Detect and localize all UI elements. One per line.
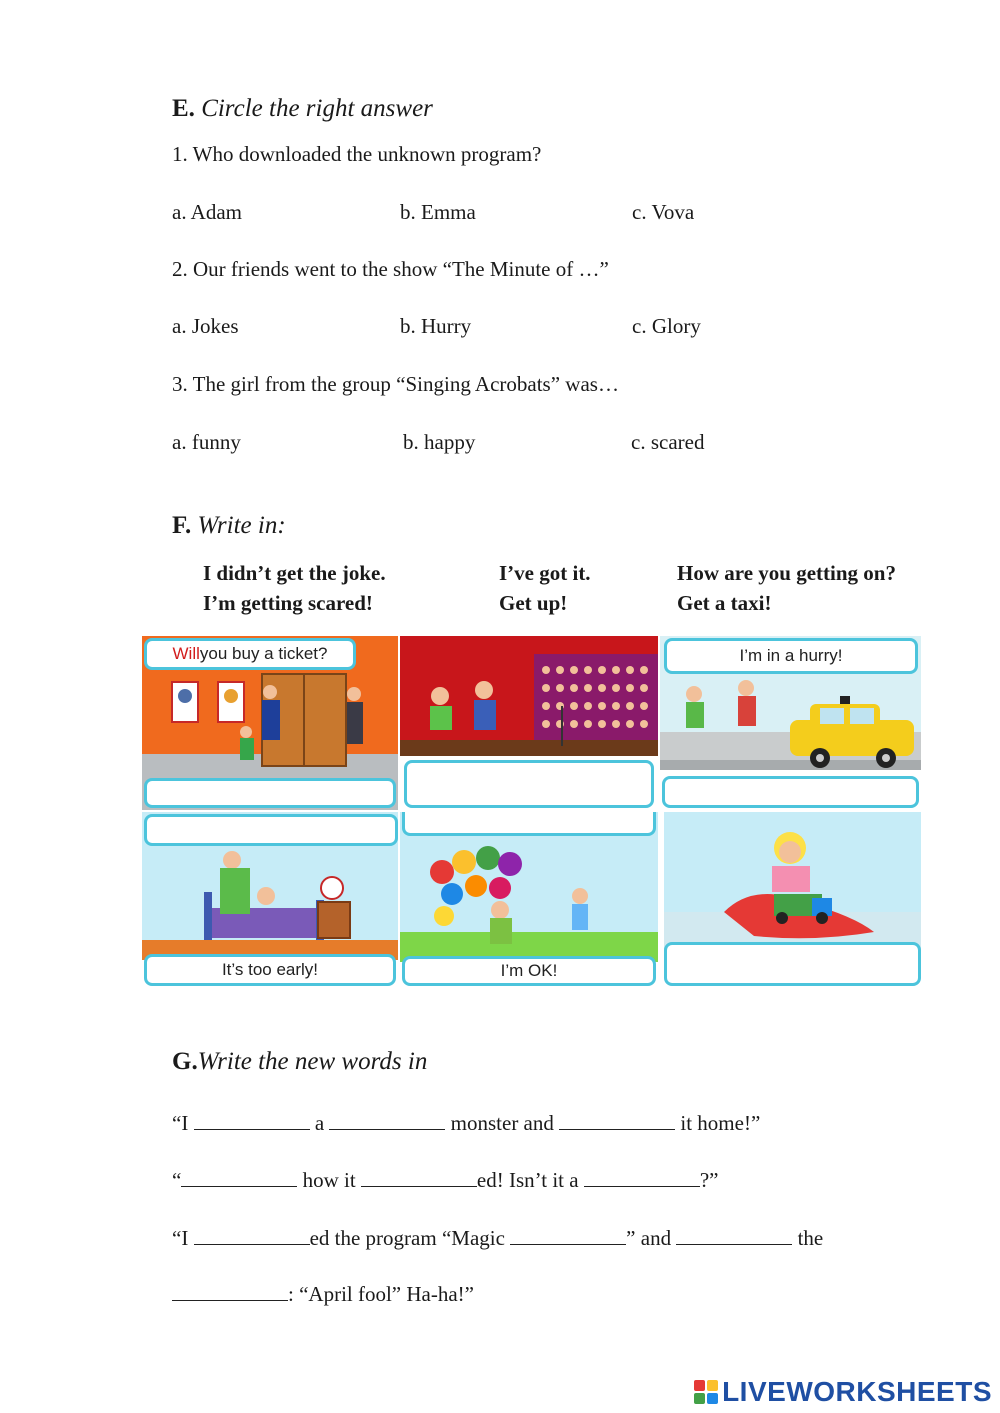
g1-part-a: “I [172, 1111, 194, 1135]
g1-part-c: monster and [445, 1111, 560, 1135]
g2-part-b: how it [297, 1168, 361, 1192]
g3-part-c: ” and [626, 1226, 677, 1250]
g3-part-b: ed the program “Magic [309, 1226, 511, 1250]
q3-option-a[interactable]: a. funny [172, 430, 241, 454]
section-g-title: Write the new words in [197, 1048, 428, 1075]
phrase-getting-scared: I’m getting scared! [203, 591, 373, 615]
q2-option-a[interactable]: a. Jokes [172, 314, 239, 338]
g3-part-a: “I [172, 1226, 194, 1250]
g2-blank-2[interactable] [361, 1168, 477, 1187]
q2-option-c[interactable]: c. Glory [632, 314, 701, 338]
phrase-didnt-get-joke: I didn’t get the joke. [203, 561, 386, 585]
g4-part-a: : “April fool” Ha-ha!” [288, 1282, 474, 1306]
bubble-im-ok: I’m OK! [402, 956, 656, 986]
liveworksheets-logo [694, 1376, 992, 1408]
g2-blank-1[interactable] [181, 1168, 297, 1187]
bubble-rest-text: you buy a ticket? [199, 644, 328, 663]
g2-part-c: ed! Isn’t it a [476, 1168, 584, 1192]
g2-part-a: “ [172, 1168, 182, 1192]
g2-blank-3[interactable] [584, 1168, 700, 1187]
section-g-heading [172, 1048, 427, 1076]
question-3: 3. The girl from the group “Singing Acrobats” was… [172, 372, 619, 396]
q1-option-a[interactable]: a. Adam [172, 200, 242, 224]
question-2: 2. Our friends went to the show “The Minute of …” [172, 257, 609, 281]
section-e-title: Circle the right answer [201, 95, 433, 122]
empty-bubble-top [402, 812, 656, 836]
answer-input-stage[interactable] [404, 760, 654, 808]
q3-option-b[interactable]: b. happy [403, 430, 476, 454]
q1-option-b[interactable]: b. Emma [400, 200, 476, 224]
g1-blank-2[interactable] [329, 1111, 445, 1130]
g2-part-d: ?” [699, 1168, 719, 1192]
g3-blank-3[interactable] [676, 1226, 792, 1245]
section-e-letter: E. [172, 95, 195, 122]
g1-blank-3[interactable] [559, 1111, 675, 1130]
section-g-letter: G. [172, 1048, 198, 1075]
g-sentence-3 [172, 1226, 823, 1251]
g1-part-b: a [309, 1111, 330, 1135]
bubble-will-you-buy-ticket [144, 638, 356, 670]
answer-input-bedroom[interactable] [144, 814, 398, 846]
answer-input-taxi[interactable] [662, 776, 919, 808]
phrase-get-up: Get up! [499, 591, 568, 615]
phrase-get-a-taxi: Get a taxi! [677, 591, 772, 615]
g3-part-d: the [792, 1226, 824, 1250]
comic-panel-toys [664, 812, 921, 988]
logo-blocks-icon [694, 1380, 718, 1404]
answer-input-ticket[interactable] [144, 778, 396, 808]
phrase-ive-got-it: I’ve got it. [499, 561, 591, 585]
bubble-red-word: Will [172, 644, 200, 663]
question-1: 1. Who downloaded the unknown program? [172, 142, 542, 166]
section-f-title: Write in: [197, 512, 286, 539]
g-sentence-2 [172, 1168, 719, 1193]
g3-blank-2[interactable] [510, 1226, 626, 1245]
comic-panel-taxi [660, 636, 921, 810]
section-e-heading [172, 95, 433, 123]
g-sentence-4 [172, 1282, 474, 1307]
g3-blank-1[interactable] [194, 1226, 310, 1245]
g1-part-d: it home!” [675, 1111, 761, 1135]
q2-option-b[interactable]: b. Hurry [400, 314, 472, 338]
section-f-heading [172, 512, 286, 540]
comic-panel-balloons [400, 812, 658, 988]
bubble-in-a-hurry: I’m in a hurry! [664, 638, 918, 674]
comic-panel-stage [400, 636, 658, 810]
comic-panel-ticket [142, 636, 398, 810]
answer-input-toys[interactable] [664, 942, 921, 986]
comic-panel-bedroom [142, 812, 398, 988]
logo-text: LIVEWORKSHEETS [722, 1376, 992, 1407]
g1-blank-1[interactable] [194, 1111, 310, 1130]
q3-option-c[interactable]: c. scared [631, 430, 705, 454]
phrase-how-are-you: How are you getting on? [677, 561, 896, 585]
bubble-too-early: It’s too early! [144, 954, 396, 986]
g4-blank-1[interactable] [172, 1282, 288, 1301]
g-sentence-1 [172, 1111, 760, 1136]
section-f-letter: F. [172, 512, 192, 539]
q1-option-c[interactable]: c. Vova [632, 200, 695, 224]
